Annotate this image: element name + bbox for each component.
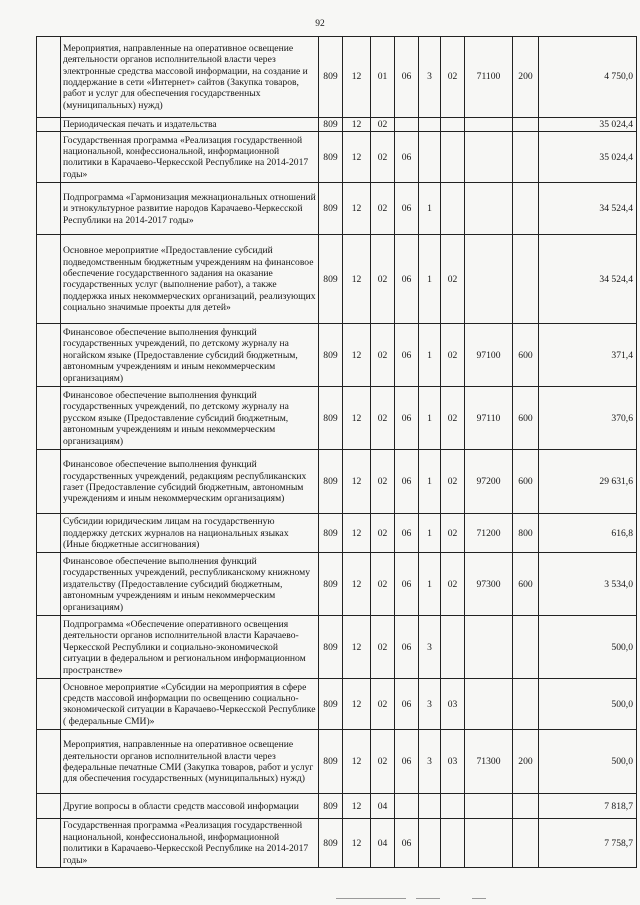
description-cell: Финансовое обеспечение выполнения функций государственных учреждений, по детскому журналу на русском языке (Предоставление субсидий бюджетным, автономным учреждениям и иным некоммерческим организациям): [61, 387, 319, 450]
code-cell: 809: [319, 37, 343, 118]
code-cell: 800: [513, 514, 539, 553]
table-row: [37, 387, 637, 450]
code-cell: [395, 118, 419, 132]
code-cell: 06: [395, 324, 419, 387]
code-cell: 02: [371, 616, 395, 679]
code-cell: [465, 183, 513, 235]
code-cell: 97110: [465, 387, 513, 450]
code-cell: [465, 794, 513, 819]
blank-cell: [37, 132, 61, 183]
table-row: [37, 616, 637, 679]
code-cell: [465, 819, 513, 868]
table-row: [37, 183, 637, 235]
amount-cell: 34 524,4: [539, 183, 637, 235]
code-cell: [513, 235, 539, 324]
blank-cell: [37, 553, 61, 616]
code-cell: [419, 794, 441, 819]
code-cell: [465, 679, 513, 730]
code-cell: 97100: [465, 324, 513, 387]
description-cell: Субсидии юридическим лицам на государственную поддержку детских журналов на национальных языках (Иные бюджетные ассигнования): [61, 514, 319, 553]
description-cell: Основное мероприятие «Субсидии на мероприятия в сфере средств массовой информации по освещению социально-экономической ситуации в Карачаево-Черкесской Республике ( федеральные СМИ)»: [61, 679, 319, 730]
code-cell: 01: [371, 37, 395, 118]
code-cell: 12: [343, 183, 371, 235]
code-cell: 809: [319, 118, 343, 132]
code-cell: 809: [319, 324, 343, 387]
code-cell: [419, 132, 441, 183]
page-number: 92: [315, 19, 325, 29]
code-cell: 809: [319, 616, 343, 679]
code-cell: 06: [395, 553, 419, 616]
code-cell: 71100: [465, 37, 513, 118]
code-cell: 1: [419, 553, 441, 616]
code-cell: 809: [319, 819, 343, 868]
table-row: [37, 118, 637, 132]
amount-cell: 34 524,4: [539, 235, 637, 324]
code-cell: 600: [513, 553, 539, 616]
budget-table: [36, 36, 637, 868]
code-cell: 02: [371, 183, 395, 235]
code-cell: 06: [395, 183, 419, 235]
code-cell: 06: [395, 514, 419, 553]
code-cell: [513, 794, 539, 819]
description-cell: Финансовое обеспечение выполнения функций государственных учреждений, республиканскому книжному издательству (Предоставление субсидий бюджетным, автономным учреждениям и иным некоммерческим организациям): [61, 553, 319, 616]
code-cell: 12: [343, 387, 371, 450]
blank-cell: [37, 324, 61, 387]
code-cell: 600: [513, 387, 539, 450]
code-cell: 1: [419, 387, 441, 450]
code-cell: [395, 794, 419, 819]
code-cell: [441, 616, 465, 679]
code-cell: 12: [343, 118, 371, 132]
code-cell: [441, 132, 465, 183]
blank-cell: [37, 616, 61, 679]
amount-cell: 7 818,7: [539, 794, 637, 819]
amount-cell: 370,6: [539, 387, 637, 450]
amount-cell: 3 534,0: [539, 553, 637, 616]
code-cell: 12: [343, 730, 371, 794]
code-cell: 02: [371, 553, 395, 616]
code-cell: 02: [371, 679, 395, 730]
code-cell: 1: [419, 450, 441, 514]
code-cell: 809: [319, 679, 343, 730]
page-edge-mark: [36, 897, 636, 900]
code-cell: 1: [419, 514, 441, 553]
code-cell: 71300: [465, 730, 513, 794]
code-cell: 02: [441, 514, 465, 553]
code-cell: 06: [395, 235, 419, 324]
amount-cell: 35 024,4: [539, 132, 637, 183]
amount-cell: 500,0: [539, 730, 637, 794]
code-cell: [513, 616, 539, 679]
amount-cell: 29 631,6: [539, 450, 637, 514]
code-cell: 06: [395, 450, 419, 514]
code-cell: [441, 183, 465, 235]
code-cell: 12: [343, 132, 371, 183]
description-cell: Основное мероприятие «Предоставление субсидий подведомственным бюджетным учреждениям на финансовое обеспечение государственного задания на оказание государственных услуг (выполнение работ), а также поддержка иных некоммерческих организаций, реализующих социально значимые проекты для детей»: [61, 235, 319, 324]
code-cell: 12: [343, 235, 371, 324]
code-cell: [419, 819, 441, 868]
blank-cell: [37, 235, 61, 324]
description-cell: Другие вопросы в области средств массовой информации: [61, 794, 319, 819]
code-cell: 1: [419, 324, 441, 387]
blank-cell: [37, 387, 61, 450]
code-cell: 809: [319, 387, 343, 450]
code-cell: 06: [395, 132, 419, 183]
code-cell: 3: [419, 37, 441, 118]
code-cell: 12: [343, 616, 371, 679]
code-cell: [513, 679, 539, 730]
amount-cell: 4 750,0: [539, 37, 637, 118]
code-cell: [465, 235, 513, 324]
blank-cell: [37, 183, 61, 235]
description-cell: Государственная программа «Реализация государственной национальной, конфессиональной, информационной политики в Карачаево-Черкесской Республике на 2014-2017 годы»: [61, 819, 319, 868]
blank-cell: [37, 819, 61, 868]
code-cell: 71200: [465, 514, 513, 553]
table-row: [37, 514, 637, 553]
code-cell: 97200: [465, 450, 513, 514]
blank-cell: [37, 679, 61, 730]
code-cell: 3: [419, 730, 441, 794]
code-cell: [513, 819, 539, 868]
code-cell: 200: [513, 37, 539, 118]
code-cell: 04: [371, 819, 395, 868]
description-cell: Периодическая печать и издательства: [61, 118, 319, 132]
code-cell: 809: [319, 514, 343, 553]
table-row: [37, 819, 637, 868]
code-cell: 02: [441, 450, 465, 514]
code-cell: 809: [319, 183, 343, 235]
code-cell: 06: [395, 679, 419, 730]
code-cell: 12: [343, 37, 371, 118]
code-cell: 02: [441, 553, 465, 616]
table-row: [37, 553, 637, 616]
code-cell: 12: [343, 819, 371, 868]
amount-cell: 616,8: [539, 514, 637, 553]
amount-cell: 500,0: [539, 616, 637, 679]
code-cell: 97300: [465, 553, 513, 616]
table-row: [37, 794, 637, 819]
code-cell: [513, 183, 539, 235]
blank-cell: [37, 514, 61, 553]
code-cell: 02: [441, 387, 465, 450]
blank-cell: [37, 118, 61, 132]
code-cell: 12: [343, 794, 371, 819]
description-cell: Мероприятия, направленные на оперативное освещение деятельности органов исполнительной власти через федеральные печатные СМИ (Закупка товаров, работ и услуг для обеспечения государственных (муниципальных) нужд): [61, 730, 319, 794]
code-cell: 06: [395, 819, 419, 868]
code-cell: 809: [319, 794, 343, 819]
code-cell: 03: [441, 730, 465, 794]
description-cell: Государственная программа «Реализация государственной национальной, конфессиональной, информационной политики в Карачаево-Черкесской Республике на 2014-2017 годы»: [61, 132, 319, 183]
amount-cell: 7 758,7: [539, 819, 637, 868]
code-cell: [513, 132, 539, 183]
code-cell: 02: [441, 324, 465, 387]
amount-cell: 500,0: [539, 679, 637, 730]
code-cell: 02: [371, 324, 395, 387]
code-cell: [419, 118, 441, 132]
code-cell: 12: [343, 450, 371, 514]
code-cell: [513, 118, 539, 132]
code-cell: [441, 794, 465, 819]
code-cell: 1: [419, 235, 441, 324]
code-cell: 06: [395, 37, 419, 118]
code-cell: 02: [371, 450, 395, 514]
description-cell: Финансовое обеспечение выполнения функций государственных учреждений, по детскому журналу на ногайском языке (Предоставление субсидий бюджетным, автономным учреждениям и иным некоммерческим организациям): [61, 324, 319, 387]
code-cell: 809: [319, 730, 343, 794]
amount-cell: 35 024,4: [539, 118, 637, 132]
code-cell: 06: [395, 730, 419, 794]
code-cell: 3: [419, 616, 441, 679]
code-cell: 1: [419, 183, 441, 235]
table-row: [37, 324, 637, 387]
amount-cell: 371,4: [539, 324, 637, 387]
code-cell: 03: [441, 679, 465, 730]
description-cell: Финансовое обеспечение выполнения функций государственных учреждений, редакциям республиканских газет (Предоставление субсидий бюджетным, автономным учреждениям и иным некоммерческим организациям): [61, 450, 319, 514]
description-cell: Подпрограмма «Гармонизация межнациональных отношений и этнокультурное развитие народов Карачаево-Черкесской Республики на 2014-2017 годы»: [61, 183, 319, 235]
code-cell: [465, 118, 513, 132]
table-body: [37, 37, 637, 868]
code-cell: 809: [319, 132, 343, 183]
blank-cell: [37, 730, 61, 794]
blank-cell: [37, 794, 61, 819]
code-cell: 12: [343, 514, 371, 553]
code-cell: 3: [419, 679, 441, 730]
code-cell: 809: [319, 235, 343, 324]
code-cell: 600: [513, 324, 539, 387]
code-cell: [465, 616, 513, 679]
table-row: [37, 235, 637, 324]
code-cell: 200: [513, 730, 539, 794]
code-cell: 02: [371, 132, 395, 183]
code-cell: 04: [371, 794, 395, 819]
table-row: [37, 679, 637, 730]
code-cell: 02: [441, 37, 465, 118]
code-cell: 809: [319, 553, 343, 616]
code-cell: 02: [441, 235, 465, 324]
table-row: [37, 450, 637, 514]
code-cell: 809: [319, 450, 343, 514]
description-cell: Подпрограмма «Обеспечение оперативного освещения деятельности органов исполнительной власти Карачаево-Черкесской Республики и социально-экономической ситуации в федеральном и региональном информационном пространстве»: [61, 616, 319, 679]
code-cell: 06: [395, 616, 419, 679]
description-cell: Мероприятия, направленные на оперативное освещение деятельности органов исполнительной власти через электронные средства массовой информации, на создание и поддержание в сети «Интернет» сайтов (Закупка товаров, работ и услуг для обеспечения государственных (муниципальных) нужд): [61, 37, 319, 118]
code-cell: 02: [371, 387, 395, 450]
code-cell: 02: [371, 118, 395, 132]
code-cell: 12: [343, 324, 371, 387]
table-row: [37, 37, 637, 118]
table-row: [37, 132, 637, 183]
code-cell: 12: [343, 679, 371, 730]
code-cell: [441, 819, 465, 868]
code-cell: 06: [395, 387, 419, 450]
code-cell: [465, 132, 513, 183]
code-cell: 12: [343, 553, 371, 616]
blank-cell: [37, 450, 61, 514]
code-cell: 02: [371, 730, 395, 794]
code-cell: 02: [371, 235, 395, 324]
code-cell: [441, 118, 465, 132]
code-cell: 02: [371, 514, 395, 553]
table-row: [37, 730, 637, 794]
code-cell: 600: [513, 450, 539, 514]
blank-cell: [37, 37, 61, 118]
